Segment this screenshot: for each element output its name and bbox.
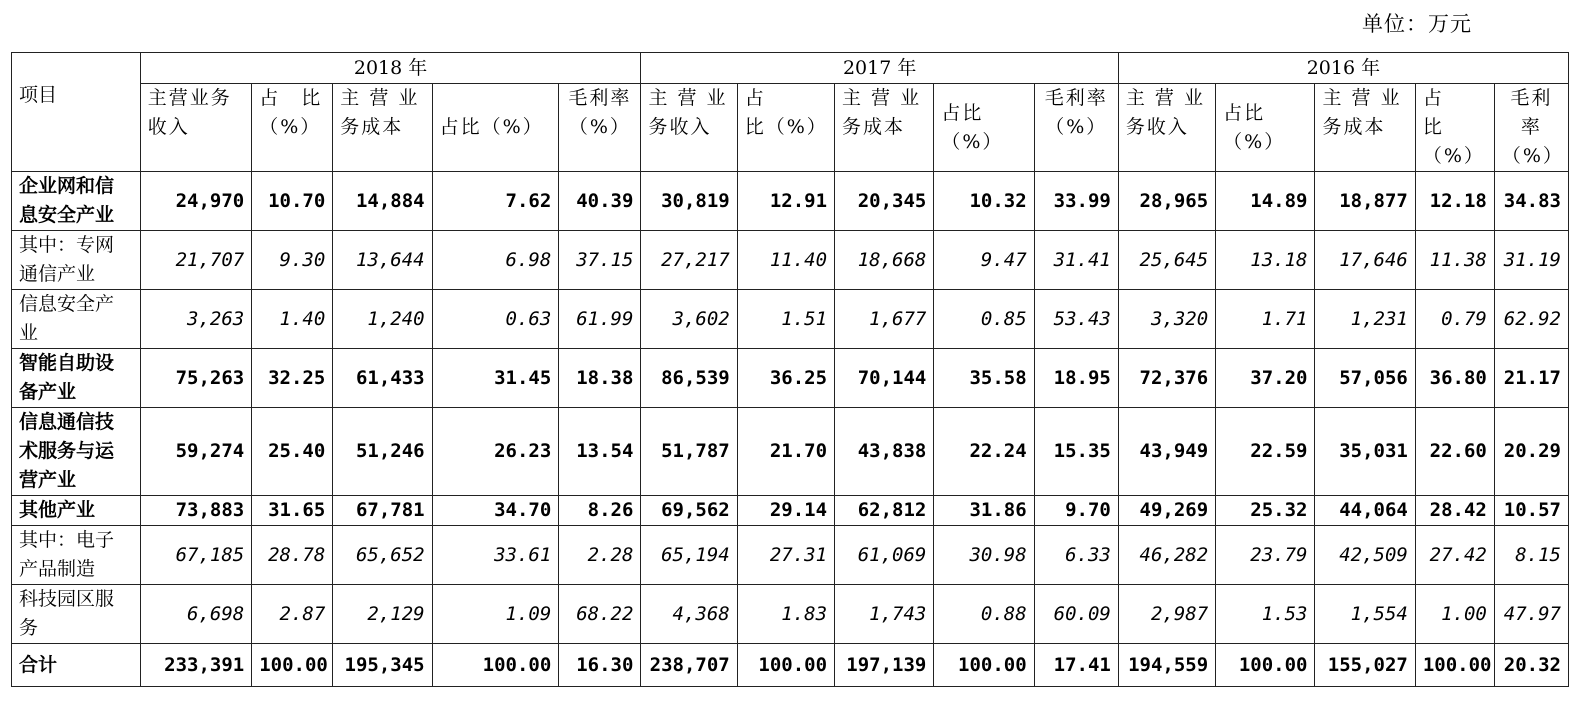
table-row [12,644,1569,687]
table-cell: 59,274 [140,408,251,496]
table-cell: 11.38 [1415,231,1494,290]
table-cell: 17,646 [1315,231,1415,290]
table-cell: 0.88 [934,585,1034,644]
table-cell: 67,781 [333,496,432,526]
table-cell: 73,883 [140,496,251,526]
table-cell: 36.80 [1415,349,1494,408]
table-cell: 28,965 [1118,172,1215,231]
table-cell: 100.00 [1415,644,1494,687]
table-cell: 7.62 [432,172,559,231]
table-cell: 15.35 [1034,408,1118,496]
row-label: 其中：专网通信产业 [12,231,141,290]
table-cell: 61.99 [559,290,641,349]
table-cell: 68.22 [559,585,641,644]
col-header: 毛利率（%） [1034,84,1118,172]
table-cell: 47.97 [1494,585,1568,644]
table-cell: 28.42 [1415,496,1494,526]
table-cell: 2.87 [252,585,333,644]
table-cell: 9.70 [1034,496,1118,526]
table-cell: 1.83 [737,585,834,644]
table-cell: 20.29 [1494,408,1568,496]
table-cell: 8.15 [1494,526,1568,585]
table-cell: 51,787 [641,408,737,496]
table-row [12,290,1569,349]
table-cell: 22.59 [1216,408,1315,496]
table-cell: 57,056 [1315,349,1415,408]
table-cell: 25.40 [252,408,333,496]
table-cell: 194,559 [1118,644,1215,687]
table-cell: 60.09 [1034,585,1118,644]
year-header-2016: 2016 年 [1118,53,1568,84]
table-cell: 29.14 [737,496,834,526]
table-cell: 31.41 [1034,231,1118,290]
table-cell: 21,707 [140,231,251,290]
table-cell: 35,031 [1315,408,1415,496]
table-row [12,496,1569,526]
table-cell: 195,345 [333,644,432,687]
table-cell: 197,139 [835,644,934,687]
table-cell: 86,539 [641,349,737,408]
table-cell: 16.30 [559,644,641,687]
table-cell: 51,246 [333,408,432,496]
table-row [12,349,1569,408]
table-cell: 23.79 [1216,526,1315,585]
table-cell: 37.15 [559,231,641,290]
row-label: 合计 [12,644,141,687]
table-cell: 28.78 [252,526,333,585]
table-cell: 26.23 [432,408,559,496]
table-cell: 1,743 [835,585,934,644]
table-cell: 61,433 [333,349,432,408]
table-cell: 34.83 [1494,172,1568,231]
table-cell: 61,069 [835,526,934,585]
financial-table [11,52,1569,687]
table-cell: 100.00 [934,644,1034,687]
col-header: 主 营 业务收入 [1118,84,1215,172]
col-header: 主 营 业务成本 [1315,84,1415,172]
table-cell: 32.25 [252,349,333,408]
col-header: 毛利率（%） [1494,84,1568,172]
table-cell: 27.42 [1415,526,1494,585]
table-cell: 37.20 [1216,349,1315,408]
table-cell: 30,819 [641,172,737,231]
table-cell: 49,269 [1118,496,1215,526]
table-cell: 24,970 [140,172,251,231]
table-cell: 46,282 [1118,526,1215,585]
table-cell: 1.53 [1216,585,1315,644]
table-row [12,585,1569,644]
table-cell: 22.24 [934,408,1034,496]
table-cell: 100.00 [432,644,559,687]
row-label: 智能自助设备产业 [12,349,141,408]
table-cell: 10.32 [934,172,1034,231]
table-cell: 2.28 [559,526,641,585]
col-header: 主 营 业务成本 [333,84,432,172]
table-cell: 18.38 [559,349,641,408]
table-cell: 62,812 [835,496,934,526]
table-cell: 13.18 [1216,231,1315,290]
table-cell: 43,838 [835,408,934,496]
year-header-2017: 2017 年 [641,53,1118,84]
table-row [12,526,1569,585]
table-cell: 25,645 [1118,231,1215,290]
table-cell: 34.70 [432,496,559,526]
table-cell: 31.45 [432,349,559,408]
table-cell: 1,240 [333,290,432,349]
table-cell: 75,263 [140,349,251,408]
table-cell: 1.51 [737,290,834,349]
table-cell: 67,185 [140,526,251,585]
unit-label: 单位：万元 [1362,12,1472,36]
year-header-2018: 2018 年 [140,53,641,84]
table-cell: 4,368 [641,585,737,644]
row-label: 其他产业 [12,496,141,526]
table-cell: 9.47 [934,231,1034,290]
table-cell: 65,194 [641,526,737,585]
table-cell: 72,376 [1118,349,1215,408]
table-cell: 40.39 [559,172,641,231]
table-cell: 12.18 [1415,172,1494,231]
table-cell: 18,877 [1315,172,1415,231]
table-cell: 25.32 [1216,496,1315,526]
table-cell: 10.57 [1494,496,1568,526]
table-cell: 6.98 [432,231,559,290]
table-cell: 1,231 [1315,290,1415,349]
table-cell: 13,644 [333,231,432,290]
table-cell: 0.85 [934,290,1034,349]
table-cell: 100.00 [252,644,333,687]
table-cell: 6,698 [140,585,251,644]
table-cell: 1.09 [432,585,559,644]
table-cell: 43,949 [1118,408,1215,496]
table-cell: 31.86 [934,496,1034,526]
table-cell: 6.33 [1034,526,1118,585]
table-cell: 17.41 [1034,644,1118,687]
table-cell: 62.92 [1494,290,1568,349]
col-header: 主 营 业务收入 [641,84,737,172]
table-cell: 70,144 [835,349,934,408]
table-cell: 100.00 [1216,644,1315,687]
item-header: 项目 [12,53,141,172]
table-cell: 9.30 [252,231,333,290]
table-row [12,231,1569,290]
table-cell: 14.89 [1216,172,1315,231]
table-cell: 12.91 [737,172,834,231]
table-cell: 31.19 [1494,231,1568,290]
col-header: 占 比（%） [252,84,333,172]
col-header: 主营业务收入 [140,84,251,172]
table-cell: 11.40 [737,231,834,290]
table-cell: 33.61 [432,526,559,585]
table-cell: 2,129 [333,585,432,644]
table-cell: 20.32 [1494,644,1568,687]
col-header: 占 比（%） [1415,84,1494,172]
table-cell: 1,677 [835,290,934,349]
table-cell: 27,217 [641,231,737,290]
table-cell: 0.79 [1415,290,1494,349]
col-header: 占比（%） [1216,84,1315,172]
table-cell: 33.99 [1034,172,1118,231]
table-cell: 18.95 [1034,349,1118,408]
table-cell: 13.54 [559,408,641,496]
table-cell: 53.43 [1034,290,1118,349]
table-cell: 1.40 [252,290,333,349]
col-header: 主 营 业务成本 [835,84,934,172]
table-cell: 10.70 [252,172,333,231]
row-label: 信息通信技术服务与运营产业 [12,408,141,496]
table-cell: 27.31 [737,526,834,585]
table-cell: 42,509 [1315,526,1415,585]
table-cell: 3,263 [140,290,251,349]
table-cell: 18,668 [835,231,934,290]
table-row [12,408,1569,496]
table-cell: 30.98 [934,526,1034,585]
table-cell: 1.00 [1415,585,1494,644]
table-cell: 20,345 [835,172,934,231]
col-header: 占比（%） [432,84,559,172]
row-label: 科技园区服务 [12,585,141,644]
table-cell: 31.65 [252,496,333,526]
row-label: 企业网和信息安全产业 [12,172,141,231]
table-cell: 36.25 [737,349,834,408]
col-header: 占比（%） [934,84,1034,172]
table-cell: 35.58 [934,349,1034,408]
table-cell: 44,064 [1315,496,1415,526]
table-cell: 233,391 [140,644,251,687]
row-label: 其中：电子产品制造 [12,526,141,585]
table-cell: 155,027 [1315,644,1415,687]
table-cell: 3,602 [641,290,737,349]
col-header: 占 比（%） [737,84,834,172]
table-cell: 69,562 [641,496,737,526]
table-cell: 22.60 [1415,408,1494,496]
table-cell: 65,652 [333,526,432,585]
table-cell: 100.00 [737,644,834,687]
table-cell: 2,987 [1118,585,1215,644]
table-cell: 8.26 [559,496,641,526]
table-cell: 3,320 [1118,290,1215,349]
table-cell: 0.63 [432,290,559,349]
table-cell: 1.71 [1216,290,1315,349]
table-cell: 21.17 [1494,349,1568,408]
row-label: 信息安全产业 [12,290,141,349]
table-cell: 238,707 [641,644,737,687]
table-cell: 21.70 [737,408,834,496]
table-cell: 1,554 [1315,585,1415,644]
table-row [12,172,1569,231]
col-header: 毛利率（%） [559,84,641,172]
table-cell: 14,884 [333,172,432,231]
